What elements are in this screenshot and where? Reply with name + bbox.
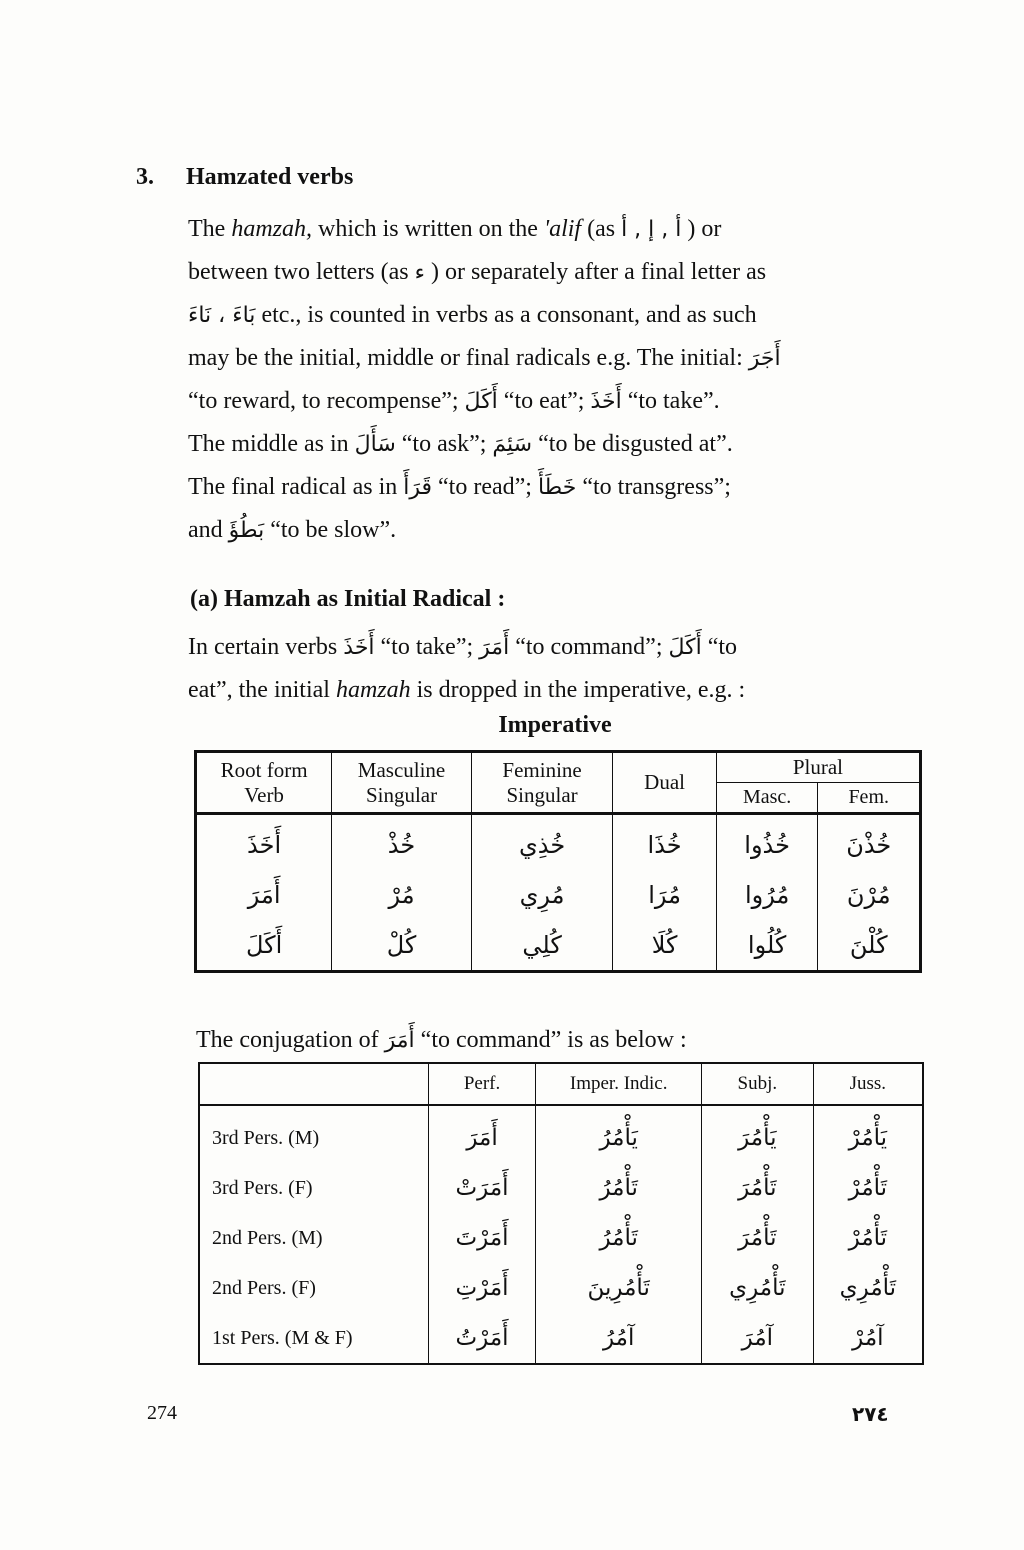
intro-line-5: “to reward, to recompense”; أَكَلَ “to eat”; أَخَذَ “to take”. — [188, 388, 720, 414]
sub-line-2: eat”, the initial hamzah is dropped in the imperative, e.g. : — [188, 677, 746, 703]
cell-fem: مُرِي — [471, 870, 613, 920]
imperative-caption: Imperative — [498, 712, 612, 738]
cell-root: أَكَلَ — [196, 920, 332, 972]
cell-fem: كُلِي — [471, 920, 613, 972]
header-blank — [199, 1063, 428, 1105]
cell-juss: تَأْمُرْ — [813, 1213, 923, 1263]
cell-root: أَخَذَ — [196, 814, 332, 871]
cell-juss: يَأْمُرْ — [813, 1105, 923, 1163]
header-dual: Dual — [613, 752, 717, 814]
row-label: 2nd Pers. (F) — [199, 1263, 428, 1313]
table-row — [196, 814, 921, 871]
table-row — [199, 1213, 923, 1263]
section-heading — [136, 164, 353, 191]
intro-line-2: between two letters (as ء ) or separately after a final letter as — [188, 259, 767, 285]
cell-pl-masc: كُلُوا — [716, 920, 818, 972]
intro-line-8: and بَطُؤَ “to be slow”. — [188, 517, 397, 543]
cell-subj: تَأْمُرَ — [701, 1163, 813, 1213]
cell-pl-fem: مُرْنَ — [818, 870, 921, 920]
cell-subj: تَأْمُرِي — [701, 1263, 813, 1313]
cell-imper: آمُرُ — [536, 1313, 702, 1364]
cell-dual: خُذَا — [613, 814, 717, 871]
intro-line-3: بَاءَ ، نَاءَ etc., is counted in verbs as a consonant, and as such — [188, 302, 757, 328]
cell-perf: أَمَرْتَ — [428, 1213, 536, 1263]
header-subj: Subj. — [701, 1063, 813, 1105]
imperative-table — [194, 750, 922, 973]
conjugation-intro: The conjugation of أَمَرَ “to command” is as below : — [196, 1027, 687, 1053]
cell-masc: كُلْ — [332, 920, 472, 972]
cell-pl-fem: كُلْنَ — [818, 920, 921, 972]
intro-line-1: The hamzah, which is written on the 'alif (as أ , إ , أ ) or — [188, 216, 722, 242]
cell-perf: أَمَرْتُ — [428, 1313, 536, 1364]
page-number-left: 274 — [147, 1402, 177, 1424]
section-title: Hamzated verbs — [186, 164, 354, 190]
sub-line-1: In certain verbs أَخَذَ “to take”; أَمَرَ “to command”; أَكَلَ “to — [188, 634, 738, 660]
table-row — [199, 1263, 923, 1313]
cell-root: أَمَرَ — [196, 870, 332, 920]
cell-imper: تَأْمُرِينَ — [536, 1263, 702, 1313]
intro-line-7: The final radical as in قَرَأَ “to read”; خَطَأَ “to transgress”; — [188, 474, 731, 500]
intro-line-4: may be the initial, middle or final radicals e.g. The initial: أَجَرَ — [188, 345, 781, 371]
cell-juss: تَأْمُرْ — [813, 1163, 923, 1213]
header-imper-indic: Imper. Indic. — [536, 1063, 702, 1105]
table-row — [196, 870, 921, 920]
cell-pl-fem: خُذْنَ — [818, 814, 921, 871]
cell-juss: تَأْمُرِي — [813, 1263, 923, 1313]
cell-dual: كُلَا — [613, 920, 717, 972]
cell-subj: تَأْمُرَ — [701, 1213, 813, 1263]
row-label: 2nd Pers. (M) — [199, 1213, 428, 1263]
conjugation-table — [198, 1062, 924, 1365]
cell-dual: مُرَا — [613, 870, 717, 920]
header-juss: Juss. — [813, 1063, 923, 1105]
header-root-form: Root form Verb — [196, 752, 332, 814]
cell-masc: خُذْ — [332, 814, 472, 871]
cell-perf: أَمَرَ — [428, 1105, 536, 1163]
row-label: 1st Pers. (M & F) — [199, 1313, 428, 1364]
table-row — [199, 1105, 923, 1163]
header-plural-masc: Masc. — [716, 783, 818, 814]
cell-pl-masc: خُذُوا — [716, 814, 818, 871]
row-label: 3rd Pers. (F) — [199, 1163, 428, 1213]
table-row — [199, 1163, 923, 1213]
cell-imper: تَأْمُرُ — [536, 1163, 702, 1213]
cell-perf: أَمَرَتْ — [428, 1163, 536, 1213]
intro-paragraph — [188, 208, 918, 552]
page-number-right: ٢٧٤ — [852, 1402, 889, 1426]
row-label: 3rd Pers. (M) — [199, 1105, 428, 1163]
header-plural: Plural — [716, 752, 920, 783]
table-row — [196, 920, 921, 972]
header-feminine-singular: Feminine Singular — [471, 752, 613, 814]
subsection-title: (a) Hamzah as Initial Radical : — [190, 586, 506, 612]
header-perf: Perf. — [428, 1063, 536, 1105]
cell-juss: آمُرْ — [813, 1313, 923, 1364]
cell-pl-masc: مُرُوا — [716, 870, 818, 920]
cell-imper: يَأْمُرُ — [536, 1105, 702, 1163]
subsection-paragraph — [188, 626, 918, 711]
cell-masc: مُرْ — [332, 870, 472, 920]
intro-line-6: The middle as in سَأَلَ “to ask”; سَئِمَ “to be disgusted at”. — [188, 431, 733, 457]
cell-subj: يَأْمُرَ — [701, 1105, 813, 1163]
cell-perf: أَمَرْتِ — [428, 1263, 536, 1313]
cell-imper: تَأْمُرُ — [536, 1213, 702, 1263]
header-masculine-singular: Masculine Singular — [332, 752, 472, 814]
section-number: 3. — [136, 164, 154, 190]
header-plural-fem: Fem. — [818, 783, 921, 814]
cell-fem: خُذِي — [471, 814, 613, 871]
table-row — [199, 1313, 923, 1364]
cell-subj: آمُرَ — [701, 1313, 813, 1364]
